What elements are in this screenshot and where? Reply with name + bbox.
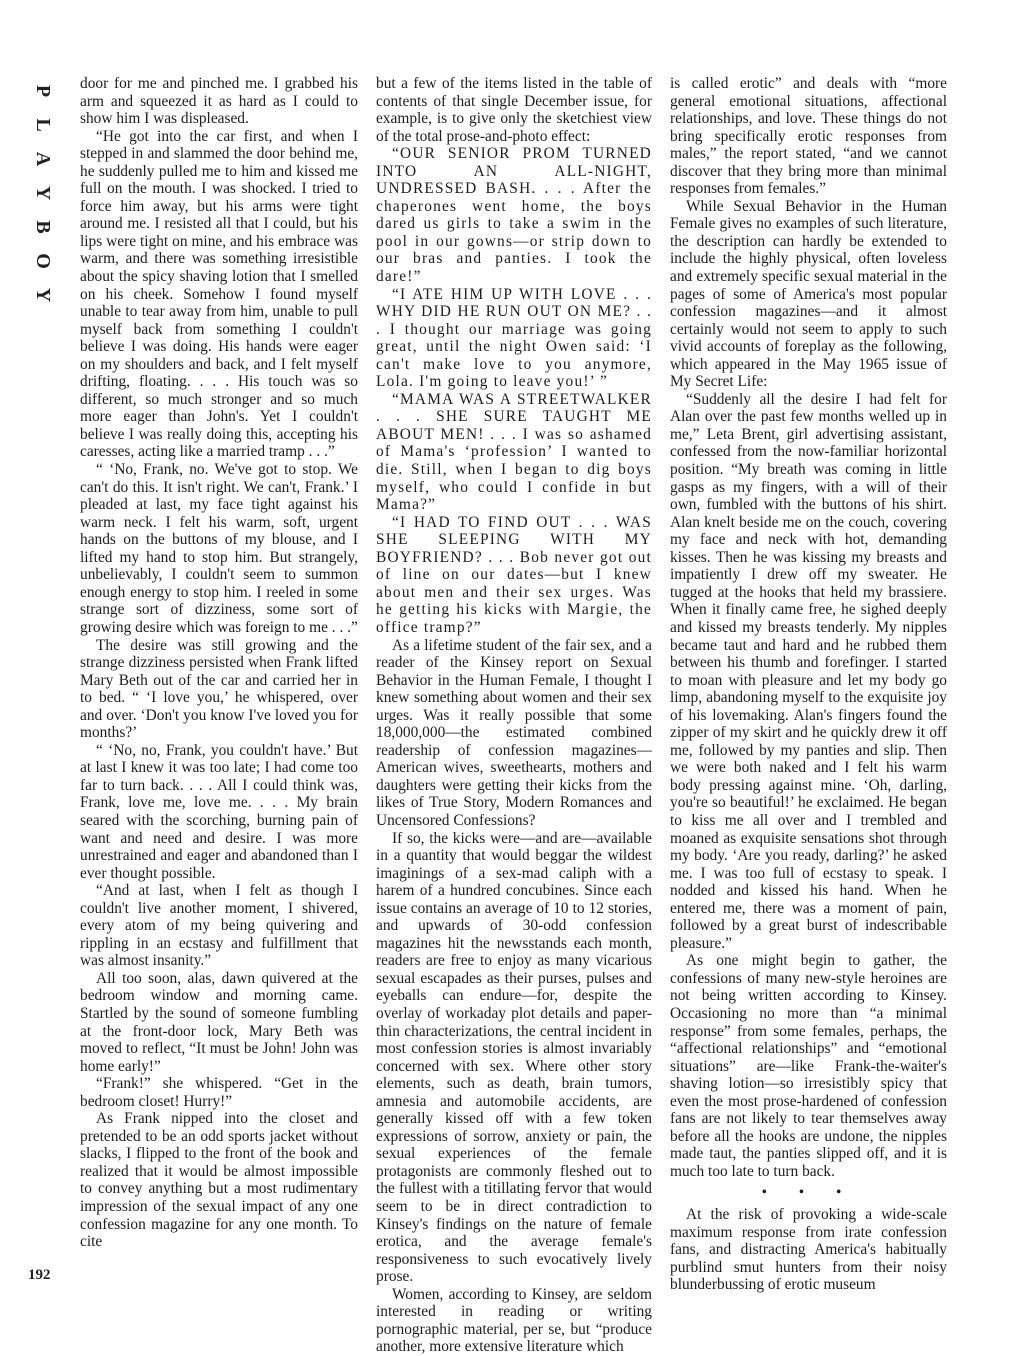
paragraph: “Suddenly all the desire I had felt for Alan over the past few months welled up in me,” Leta Brent, girl advertising assistant, confessed from the now-familiar horizontal position. “My breath was coming in little gasps as my fingers, with a will of their own, fumbled with the buttons of his shirt. Alan knelt beside me on the couch, covering my face and neck with hot, demanding kisses. Then he was kissing my breasts and impatiently I drew off my sweater. He tugged at the hooks that held my brassiere. When it finally came free, he sighed deeply and kissed my breasts tenderly. My nipples became taut and hard and he rubbed them between his thumb and forefinger. I started to moan with pleasure and let my body go limp, abandoning myself to the exquisite joy of his lovemaking. Alan's fingers found the zipper of my skirt and he quickly drew it off me, followed by my panties and slip. Then we were both naked and I felt his warm body pressing against mine. ‘Oh, darling, you're so beautiful!’ he exclaimed. He began to kiss me all over and I trembled and moaned as exquisite sensations shot through my body. ‘Are you ready, darling?’ he asked me. I was too full of ecstasy to speak. I nodded and kissed his hand. When he entered me, there was a moment of pain, followed by a great burst of indescribable pleasure.” — [670, 390, 947, 952]
story-excerpt: “I HAD TO FIND OUT . . . WAS SHE SLEEPING WITH MY BOYFRIEND? . . . Bob never got out of line on our dates—but I knew about men and their sex urges. Was he getting his kicks with Margie, the office tramp?” — [376, 513, 652, 636]
paragraph: “He got into the car first, and when I stepped in and slammed the door behind me, he suddenly pulled me to him and kissed me full on the mouth. I was shocked. I tried to force him away, but his arms were tight around me. I resisted all that I could, but his lips were tight on mine, and his embrace was warm, and there was something irresistible about the spicy shaving lotion that I smelled on his cheek. Somehow I found myself unable to tear away from him, unable to pull myself back from something I couldn't believe I was doing. His hands were eager on my shoulders and back, and I felt myself drifting, floating. . . . His touch was so different, so much stronger and so much more eager than John's. Yet I couldn't believe I was really doing this, accepting his caresses, acting like a married tramp . . .” — [80, 127, 358, 461]
paragraph: While Sexual Behavior in the Human Female gives no examples of such literature, the description can hardly be extended to include the highly physical, often loveless and extremely specific sexual material in the pages of some of America's most popular confession magazines—and it almost certainly would not seem to apply to such vivid accounts of foreplay as the following, which appeared in the May 1965 issue of My Secret Life: — [670, 197, 947, 391]
story-excerpt: “MAMA WAS A STREETWALKER . . . SHE SURE TAUGHT ME ABOUT MEN! . . . I was so ashamed of Mama's ‘profession’ I wanted to die. Still, when I began to dig boys myself, who could I confide in but Mama?” — [376, 390, 652, 514]
story-excerpt: “I ATE HIM UP WITH LOVE . . . WHY DID HE RUN OUT ON ME? . . . I thought our marriage was going great, until the night Owen said: ‘I can't make love to you anymore, Lola. I'm going to leave you!’ ” — [376, 285, 652, 391]
paragraph: At the risk of provoking a wide-scale maximum response from irate confession fans, and distracting America's habitually purblind smut hunters from their noisy blunderbussing of erotic museum — [670, 1206, 947, 1294]
paragraph: As a lifetime student of the fair sex, and a reader of the Kinsey report on Sexual Behavior in the Human Female, I thought I knew something about women and their sex urges. Was it really possible that some 18,000,000—the estimated combined readership of confession magazines—American wives, sweethearts, mothers and daughters were getting their kicks from the likes of True Story, Modern Romances and Uncensored Confessions? — [376, 636, 652, 829]
running-head — [28, 74, 58, 312]
section-break: • • • — [761, 1184, 856, 1202]
paragraph: “ ‘No, no, Frank, you couldn't have.’ But at last I knew it was too late; I had come too far to turn back. . . . All I could think was, Frank, love me, love me. . . . My brain seared with the scorching, burning pain of want and need and desire. I was more unrestrained and eager and abandoned than I ever thought possible. — [80, 741, 358, 882]
running-head-letter: P — [32, 84, 54, 98]
running-head-letter: Y — [32, 287, 54, 303]
paragraph: is called erotic” and deals with “more general emotional situations, affectional relationships, and love. These things do not bring specifically erotic responses from males,” the report stated, “and we cannot discover that they bring more than minimal responses from females.” — [670, 75, 947, 198]
paragraph: If so, the kicks were—and are—available in a quantity that would beggar the wildest imaginings of a sex-mad caliph with a harem of a hundred concubines. Since each issue contains an average of 10 to 12 stories, and upwards of 30-odd confession magazines hit the newsstands each month, readers are free to enjoy as many vicarious sexual escapades as their purses, pulses and eyeballs can endure—for, despite the overlay of workaday plot details and paper-thin characterizations, the central incident in most confession stories is almost invariably concerned with sex. Where other story elements, such as death, brain tumors, amnesia and automobile accidents, are generally kissed off with a few token expressions of sorrow, anxiety or pain, the sexual experiences of the female protagonists are commonly fleshed out to the fullest with a titillating fervor that would seem to be in direct contradiction to Kinsey's findings on the nature of female erotica, and the average female's responsiveness to such evocatively lively prose. — [376, 829, 652, 1286]
running-head-letter: Y — [32, 185, 54, 201]
running-head-letter: O — [32, 253, 54, 269]
paragraph: “Frank!” she whispered. “Get in the bedroom closet! Hurry!” — [80, 1075, 358, 1110]
paragraph: “And at last, when I felt as though I couldn't live another moment, I shivered, every atom of my being quivering and rippling in an ecstasy and fulfillment that was almost insanity.” — [80, 882, 358, 970]
text-column-2 — [376, 75, 652, 1356]
text-column-3 — [670, 75, 947, 1294]
running-head-letter: L — [32, 118, 54, 132]
running-head-letter: A — [32, 151, 54, 167]
running-head-letter: B — [32, 220, 54, 234]
paragraph: As one might begin to gather, the confessions of many new-style heroines are not being written according to Kinsey. Occasioning no more than “a minimal response” from some females, perhaps, the “affectional relationships” and “emotional situations” are—like Frank-the-waiter's shaving lotion—so irresistibly spicy that even the most prose-hardened of confession fans are not likely to tear themselves away before all the hooks are undone, the nipples made taut, the panties slipped off, and it is much too late to turn back. — [670, 952, 947, 1180]
paragraph: Women, according to Kinsey, are seldom interested in reading or writing pornographic material, per se, but “produce another, more extensive literature which — [376, 1285, 652, 1356]
paragraph: As Frank nipped into the closet and pretended to be an odd sports jacket without slacks, I flipped to the front of the book and realized that it would be almost impossible to convey anything but a most rudimentary impression of the sexual impact of any one confession magazine for any one month. To cite — [80, 1110, 358, 1251]
text-column-1 — [80, 75, 358, 1251]
paragraph: The desire was still growing and the strange dizziness persisted when Frank lifted Mary Beth out of the car and carried her in to bed. “ ‘I love you,’ he whispered, over and over. ‘Don't you know I've loved you for months?’ — [80, 636, 358, 742]
story-excerpt: “OUR SENIOR PROM TURNED INTO AN ALL-NIGHT, UNDRESSED BASH. . . . After the chaperones went home, the boys dared us girls to take a swim in the pool in our gowns—or strip down to our bras and panties. I took the dare!” — [376, 145, 652, 286]
paragraph: “ ‘No, Frank, no. We've got to stop. We can't do this. It isn't right. We can't, Frank.’ I pleaded at last, my face tight against his warm neck. I felt his warm, soft, urgent hands on the buttons of my blouse, and I lifted my hand to stop him. But strangely, unbelievably, I couldn't seem to summon enough energy to stop him. I reeled in some strange sort of dizziness, some sort of growing desire which was foreign to me . . .” — [80, 461, 358, 636]
paragraph: but a few of the items listed in the table of contents of that single December issue, for example, is to give only the sketchiest view of the total prose-and-photo effect: — [376, 75, 652, 145]
paragraph: All too soon, alas, dawn quivered at the bedroom window and morning came. Startled by the sound of someone fumbling at the front-door lock, Mary Beth was moved to reflect, “It must be John! John was home early!” — [80, 969, 358, 1075]
page-number: 192 — [28, 1267, 51, 1283]
paragraph: door for me and pinched me. I grabbed his arm and squeezed it as hard as I could to show him I was displeased. — [80, 75, 358, 128]
